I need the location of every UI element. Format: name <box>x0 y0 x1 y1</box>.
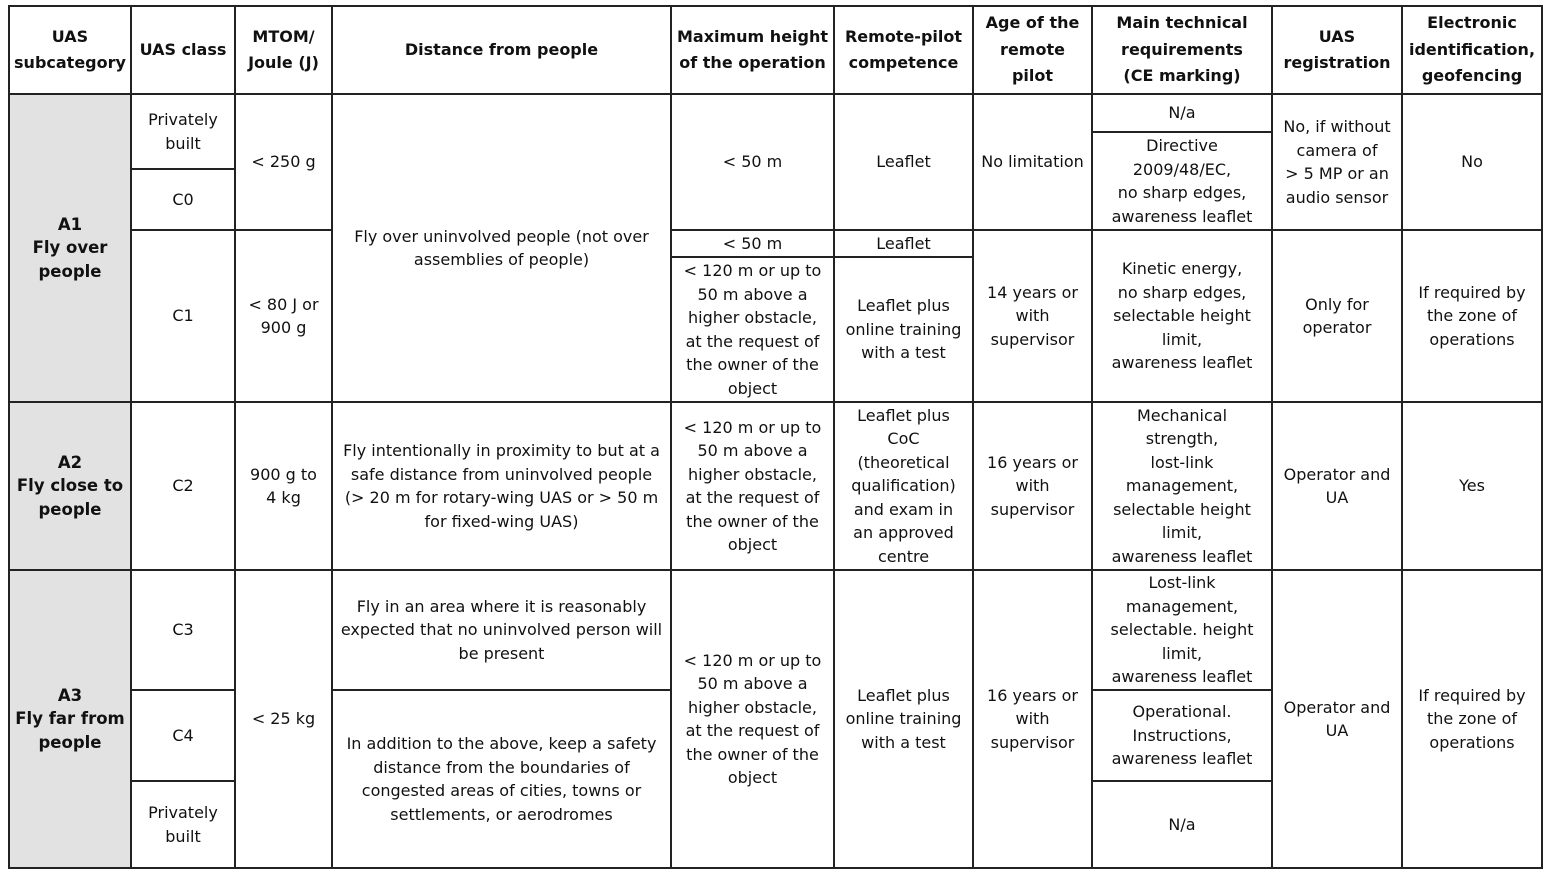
class-a3-privately-built: Privately built <box>131 781 235 868</box>
competence-a2: Leaflet plus CoC (theoretical qualification) and exam in an approved centre <box>834 402 973 570</box>
class-a1-c0: C0 <box>131 169 235 230</box>
competence-a3: Leaflet plus online training with a test <box>834 570 973 868</box>
registration-a2: Operator and UA <box>1272 402 1402 570</box>
technical-a1-c1: Kinetic energy, no sharp edges, selectable height limit, awareness leaflet <box>1092 230 1272 402</box>
uas-table-container <box>8 5 1541 869</box>
mtom-a2: 900 g to 4 kg <box>235 402 332 570</box>
header-max-height: Maximum height of the operation <box>671 6 834 94</box>
header-registration: UAS registration <box>1272 6 1402 94</box>
age-a1-small: No limitation <box>973 94 1092 230</box>
height-a1-c1-a: < 50 m <box>671 230 834 257</box>
subcategory-a2: A2 Fly close to people <box>9 402 131 570</box>
mtom-a1-small: < 250 g <box>235 94 332 230</box>
subcategory-a1: A1 Fly over people <box>9 94 131 402</box>
header-distance: Distance from people <box>332 6 671 94</box>
mtom-a1-c1: < 80 J or 900 g <box>235 230 332 402</box>
header-eid: Electronic identification, geofencing <box>1402 6 1542 94</box>
distance-a3-c4: In addition to the above, keep a safety distance from the boundaries of congested areas of cities, towns or settlements, or aerodromes <box>332 690 671 868</box>
technical-a1-c0: Directive 2009/48/EC, no sharp edges, awareness leaflet <box>1092 132 1272 230</box>
mtom-a3: < 25 kg <box>235 570 332 868</box>
uas-categories-table <box>8 5 1543 869</box>
header-mtom: MTOM/ Joule (J) <box>235 6 332 94</box>
table-row <box>9 570 1542 690</box>
eid-a1-c1: If required by the zone of operations <box>1402 230 1542 402</box>
distance-a2: Fly intentionally in proximity to but at a safe distance from uninvolved people (> 20 m for rotary-wing UAS or > 50 m for fixed-wing UAS) <box>332 402 671 570</box>
age-a3: 16 years or with supervisor <box>973 570 1092 868</box>
table-row <box>9 402 1542 570</box>
technical-a3-c4: Operational. Instructions, awareness leaflet <box>1092 690 1272 781</box>
distance-a3-c3: Fly in an area where it is reasonably expected that no uninvolved person will be present <box>332 570 671 690</box>
technical-a2: Mechanical strength, lost-link management, selectable height limit, awareness leaflet <box>1092 402 1272 570</box>
class-a3-c4: C4 <box>131 690 235 781</box>
competence-a1-c1-b: Leaflet plus online training with a test <box>834 257 973 402</box>
height-a1-c1-b: < 120 m or up to 50 m above a higher obstacle, at the request of the owner of the object <box>671 257 834 402</box>
height-a3: < 120 m or up to 50 m above a higher obstacle, at the request of the owner of the object <box>671 570 834 868</box>
header-technical: Main technical requirements (CE marking) <box>1092 6 1272 94</box>
table-row <box>9 94 1542 132</box>
age-a1-c1: 14 years or with supervisor <box>973 230 1092 402</box>
subcategory-a3: A3 Fly far from people <box>9 570 131 868</box>
class-a3-c3: C3 <box>131 570 235 690</box>
class-a2: C2 <box>131 402 235 570</box>
technical-a3-c3: Lost-link management, selectable. height limit, awareness leaflet <box>1092 570 1272 690</box>
class-a1-privately-built: Privately built <box>131 94 235 169</box>
eid-a1-small: No <box>1402 94 1542 230</box>
technical-a3-privately-built: N/a <box>1092 781 1272 868</box>
registration-a3: Operator and UA <box>1272 570 1402 868</box>
registration-a1-small: No, if without camera of > 5 MP or an audio sensor <box>1272 94 1402 230</box>
eid-a2: Yes <box>1402 402 1542 570</box>
header-row <box>9 6 1542 94</box>
header-competence: Remote-pilot competence <box>834 6 973 94</box>
height-a2: < 120 m or up to 50 m above a higher obstacle, at the request of the owner of the object <box>671 402 834 570</box>
class-a1-c1: C1 <box>131 230 235 402</box>
technical-a1-privately-built: N/a <box>1092 94 1272 132</box>
header-age: Age of the remote pilot <box>973 6 1092 94</box>
header-class: UAS class <box>131 6 235 94</box>
table-row <box>9 230 1542 257</box>
distance-a1: Fly over uninvolved people (not over assemblies of people) <box>332 94 671 402</box>
header-subcategory: UAS subcategory <box>9 6 131 94</box>
competence-a1-small: Leaflet <box>834 94 973 230</box>
registration-a1-c1: Only for operator <box>1272 230 1402 402</box>
age-a2: 16 years or with supervisor <box>973 402 1092 570</box>
height-a1-small: < 50 m <box>671 94 834 230</box>
competence-a1-c1-a: Leaflet <box>834 230 973 257</box>
eid-a3: If required by the zone of operations <box>1402 570 1542 868</box>
